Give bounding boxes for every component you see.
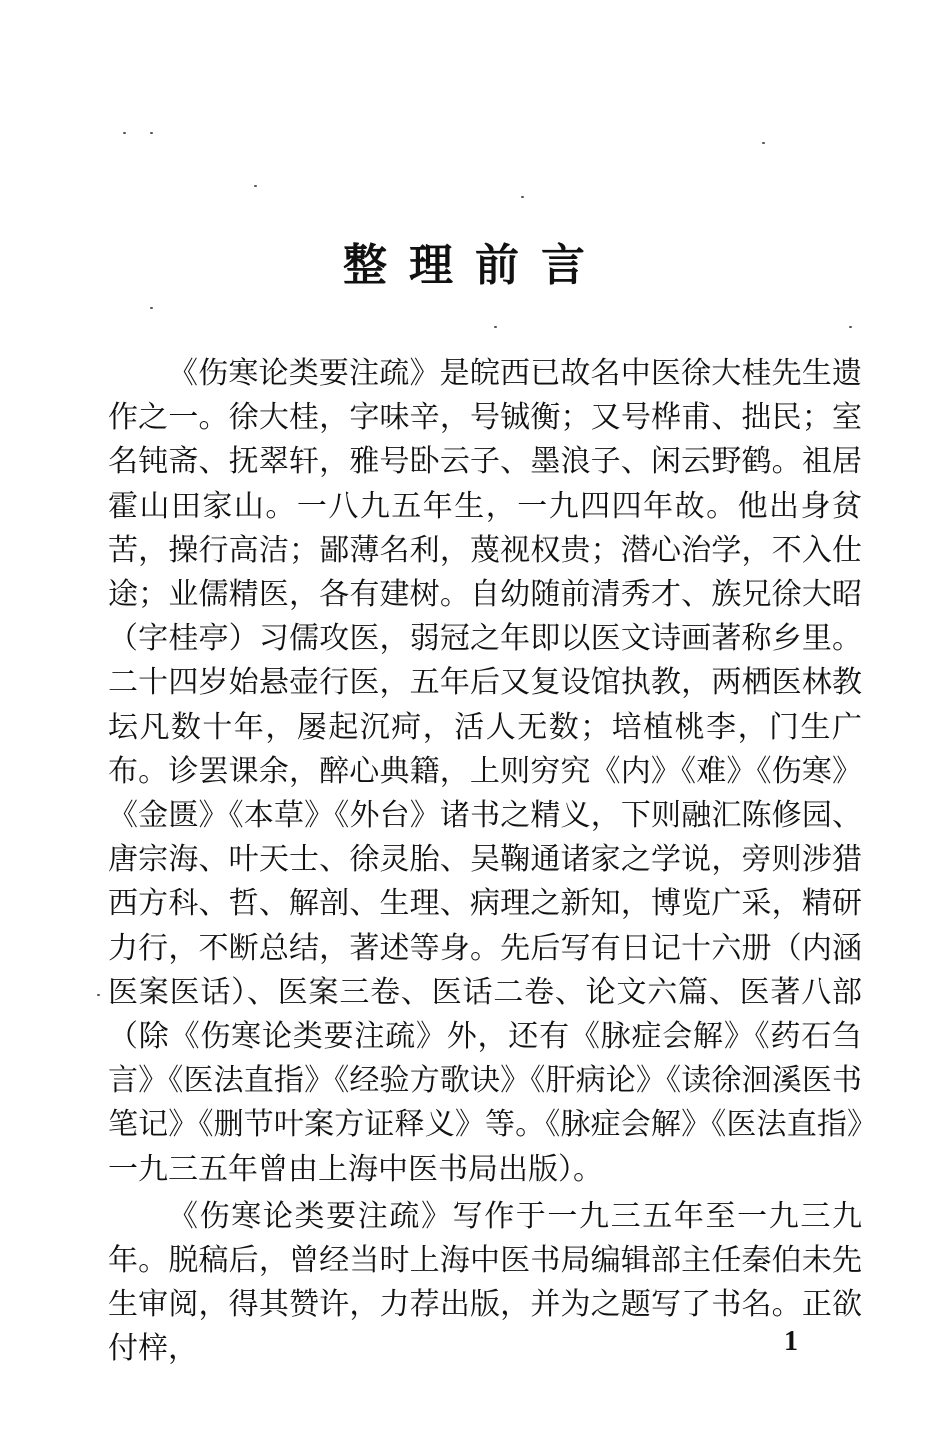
page-title: 整理前言	[343, 240, 607, 291]
paragraph-1: 《伤寒论类要注疏》是皖西已故名中医徐大桂先生遗作之一。徐大桂，字味辛，号铖衡；又号桦甫、拙民；室名钝斋、抚翠轩，雅号卧云子、墨浪子、闲云野鹤。祖居霍山田家山。一八九五年生，一九四四年故。他出身贫苦，操行高洁；鄙薄名利，蔑视权贵；潜心治学，不入仕途；业儒精医，各有建树。自幼随前清秀才、族兄徐大昭（字桂亭）习儒攻医，弱冠之年即以医文诗画著称乡里。二十四岁始悬壶行医，五年后又复设馆执教，两栖医林教坛凡数十年，屡起沉疴，活人无数；培植桃李，门生广布。诊罢课余，醉心典籍，上则穷究《内》《难》《伤寒》《金匮》《本草》《外台》诸书之精义，下则融汇陈修园、唐宗海、叶天士、徐灵胎、吴鞠通诸家之学说，旁则涉猎西方科、哲、解剖、生理、病理之新知，博览广采，精研力行，不断总结，著述等身。先后写有日记十六册（内涵医案医话）、医案三卷、医话二卷、论文六篇、医著八部（除《伤寒论类要注疏》外，还有《脉症会解》《药石刍言》《医法直指》《经验方歌诀》《肝病论》《读徐洄溪医书笔记》《删节叶案方证释义》等。《脉症会解》《医法直指》一九三五年曾由上海中医书局出版）。	[108, 356, 862, 1187]
scan-speck	[97, 994, 100, 996]
scan-speck	[150, 307, 153, 309]
scan-speck	[254, 185, 257, 187]
scan-speck	[521, 196, 524, 198]
scan-speck	[762, 142, 765, 144]
preface-body	[108, 352, 862, 1375]
scan-speck	[123, 132, 126, 134]
scan-speck	[849, 326, 852, 328]
scan-speck	[494, 326, 497, 328]
scan-speck	[150, 132, 153, 134]
paragraph-2: 《伤寒论类要注疏》写作于一九三五年至一九三九年。脱稿后，曾经当时上海中医书局编辑部主任秦伯未先生审阅，得其赞许，力荐出版，并为之题写了书名。正欲付梓，	[108, 1198, 862, 1367]
page-number: 1	[784, 1326, 798, 1357]
